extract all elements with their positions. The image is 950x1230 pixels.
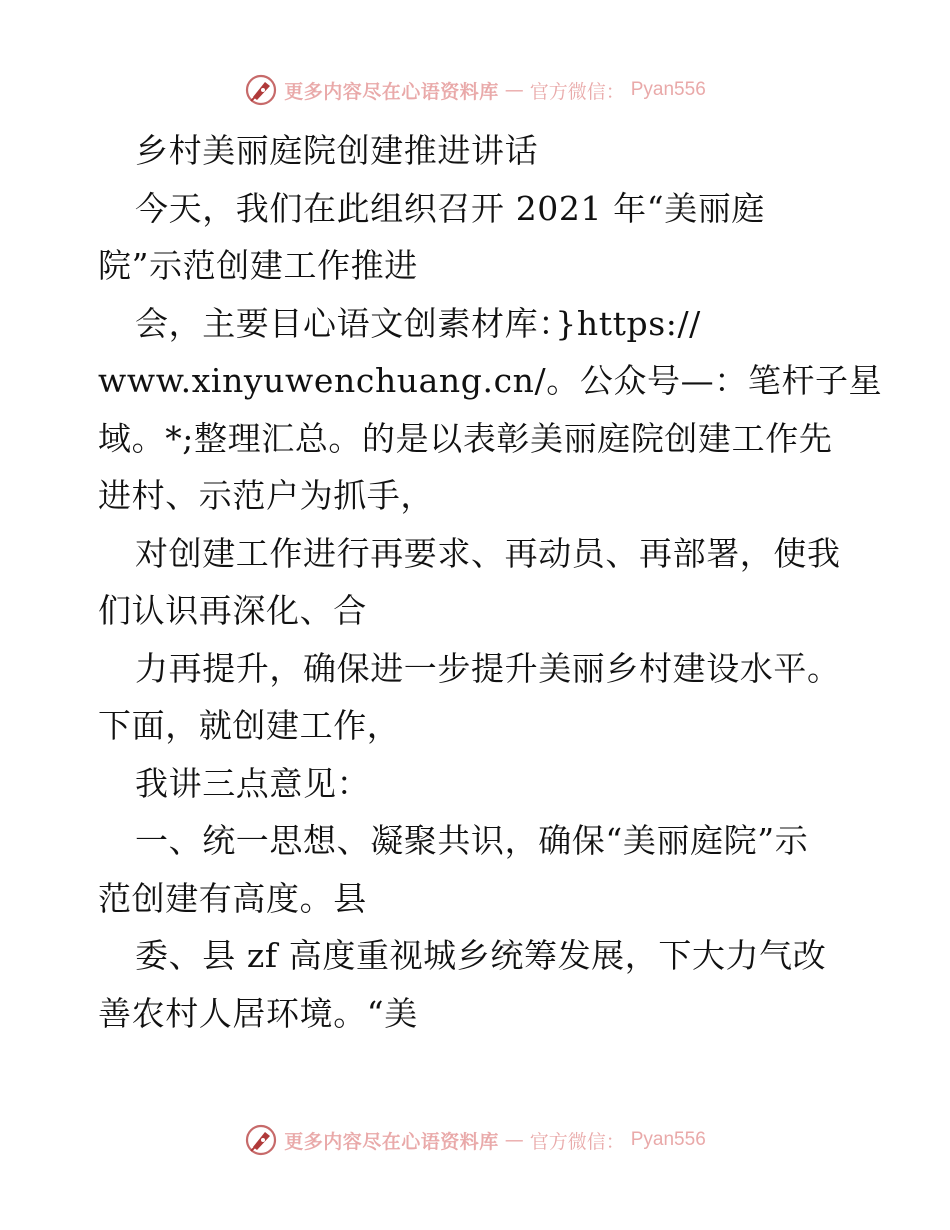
text-line: 我讲三点意见：: [135, 763, 371, 803]
watermark-wechat-label: 官方微信：: [529, 80, 625, 103]
text-line: 们认识再深化、合: [98, 591, 367, 630]
text-line: 范创建有高度。县: [98, 878, 367, 918]
pen-nib-circle-icon: [244, 73, 278, 107]
header-watermark: [0, 70, 950, 110]
text-line: 院”示范创建工作推进: [98, 246, 418, 285]
section-heading-line: 一、统一思想、凝聚共识，确保“美丽庭院”示: [135, 821, 809, 860]
text-line: 下面，就创建工作，: [98, 706, 401, 745]
watermark-wechat-id: Pyan556: [630, 1129, 706, 1150]
watermark-text: 更多内容尽在心语资料库: [284, 80, 499, 103]
watermark-dash: —: [504, 1129, 524, 1151]
text-line: 善农村人居环境。“美: [98, 993, 418, 1033]
text-line: 域。*;整理汇总。的是以表彰美丽庭院创建工作先: [98, 418, 833, 458]
watermark-wechat-label: 官方微信：: [529, 1130, 625, 1153]
text-line: www.xinyuwenchuang.cn/。公众号—：笔杆子星: [98, 361, 883, 400]
footer-watermark: [0, 1120, 950, 1160]
text-line: 会，主要目心语文创素材库：}https://: [135, 303, 701, 343]
pen-nib-circle-icon: [244, 1123, 278, 1157]
watermark-text: 更多内容尽在心语资料库: [284, 1130, 499, 1153]
text-line: 对创建工作进行再要求、再动员、再部署，使我: [135, 533, 841, 573]
text-line: 今天，我们在此组织召开 2021 年“美丽庭: [135, 188, 766, 228]
text-line: 进村、示范户为抓手，: [98, 476, 434, 515]
watermark-dash: —: [504, 79, 524, 101]
text-line: 委、县 zf 高度重视城乡统筹发展，下大力气改: [135, 936, 827, 975]
text-line: 力再提升，确保进一步提升美丽乡村建设水平。: [135, 648, 841, 688]
document-title: 乡村美丽庭院创建推进讲话: [135, 131, 539, 170]
watermark-wechat-id: Pyan556: [630, 79, 706, 100]
document-body: [98, 122, 883, 1042]
